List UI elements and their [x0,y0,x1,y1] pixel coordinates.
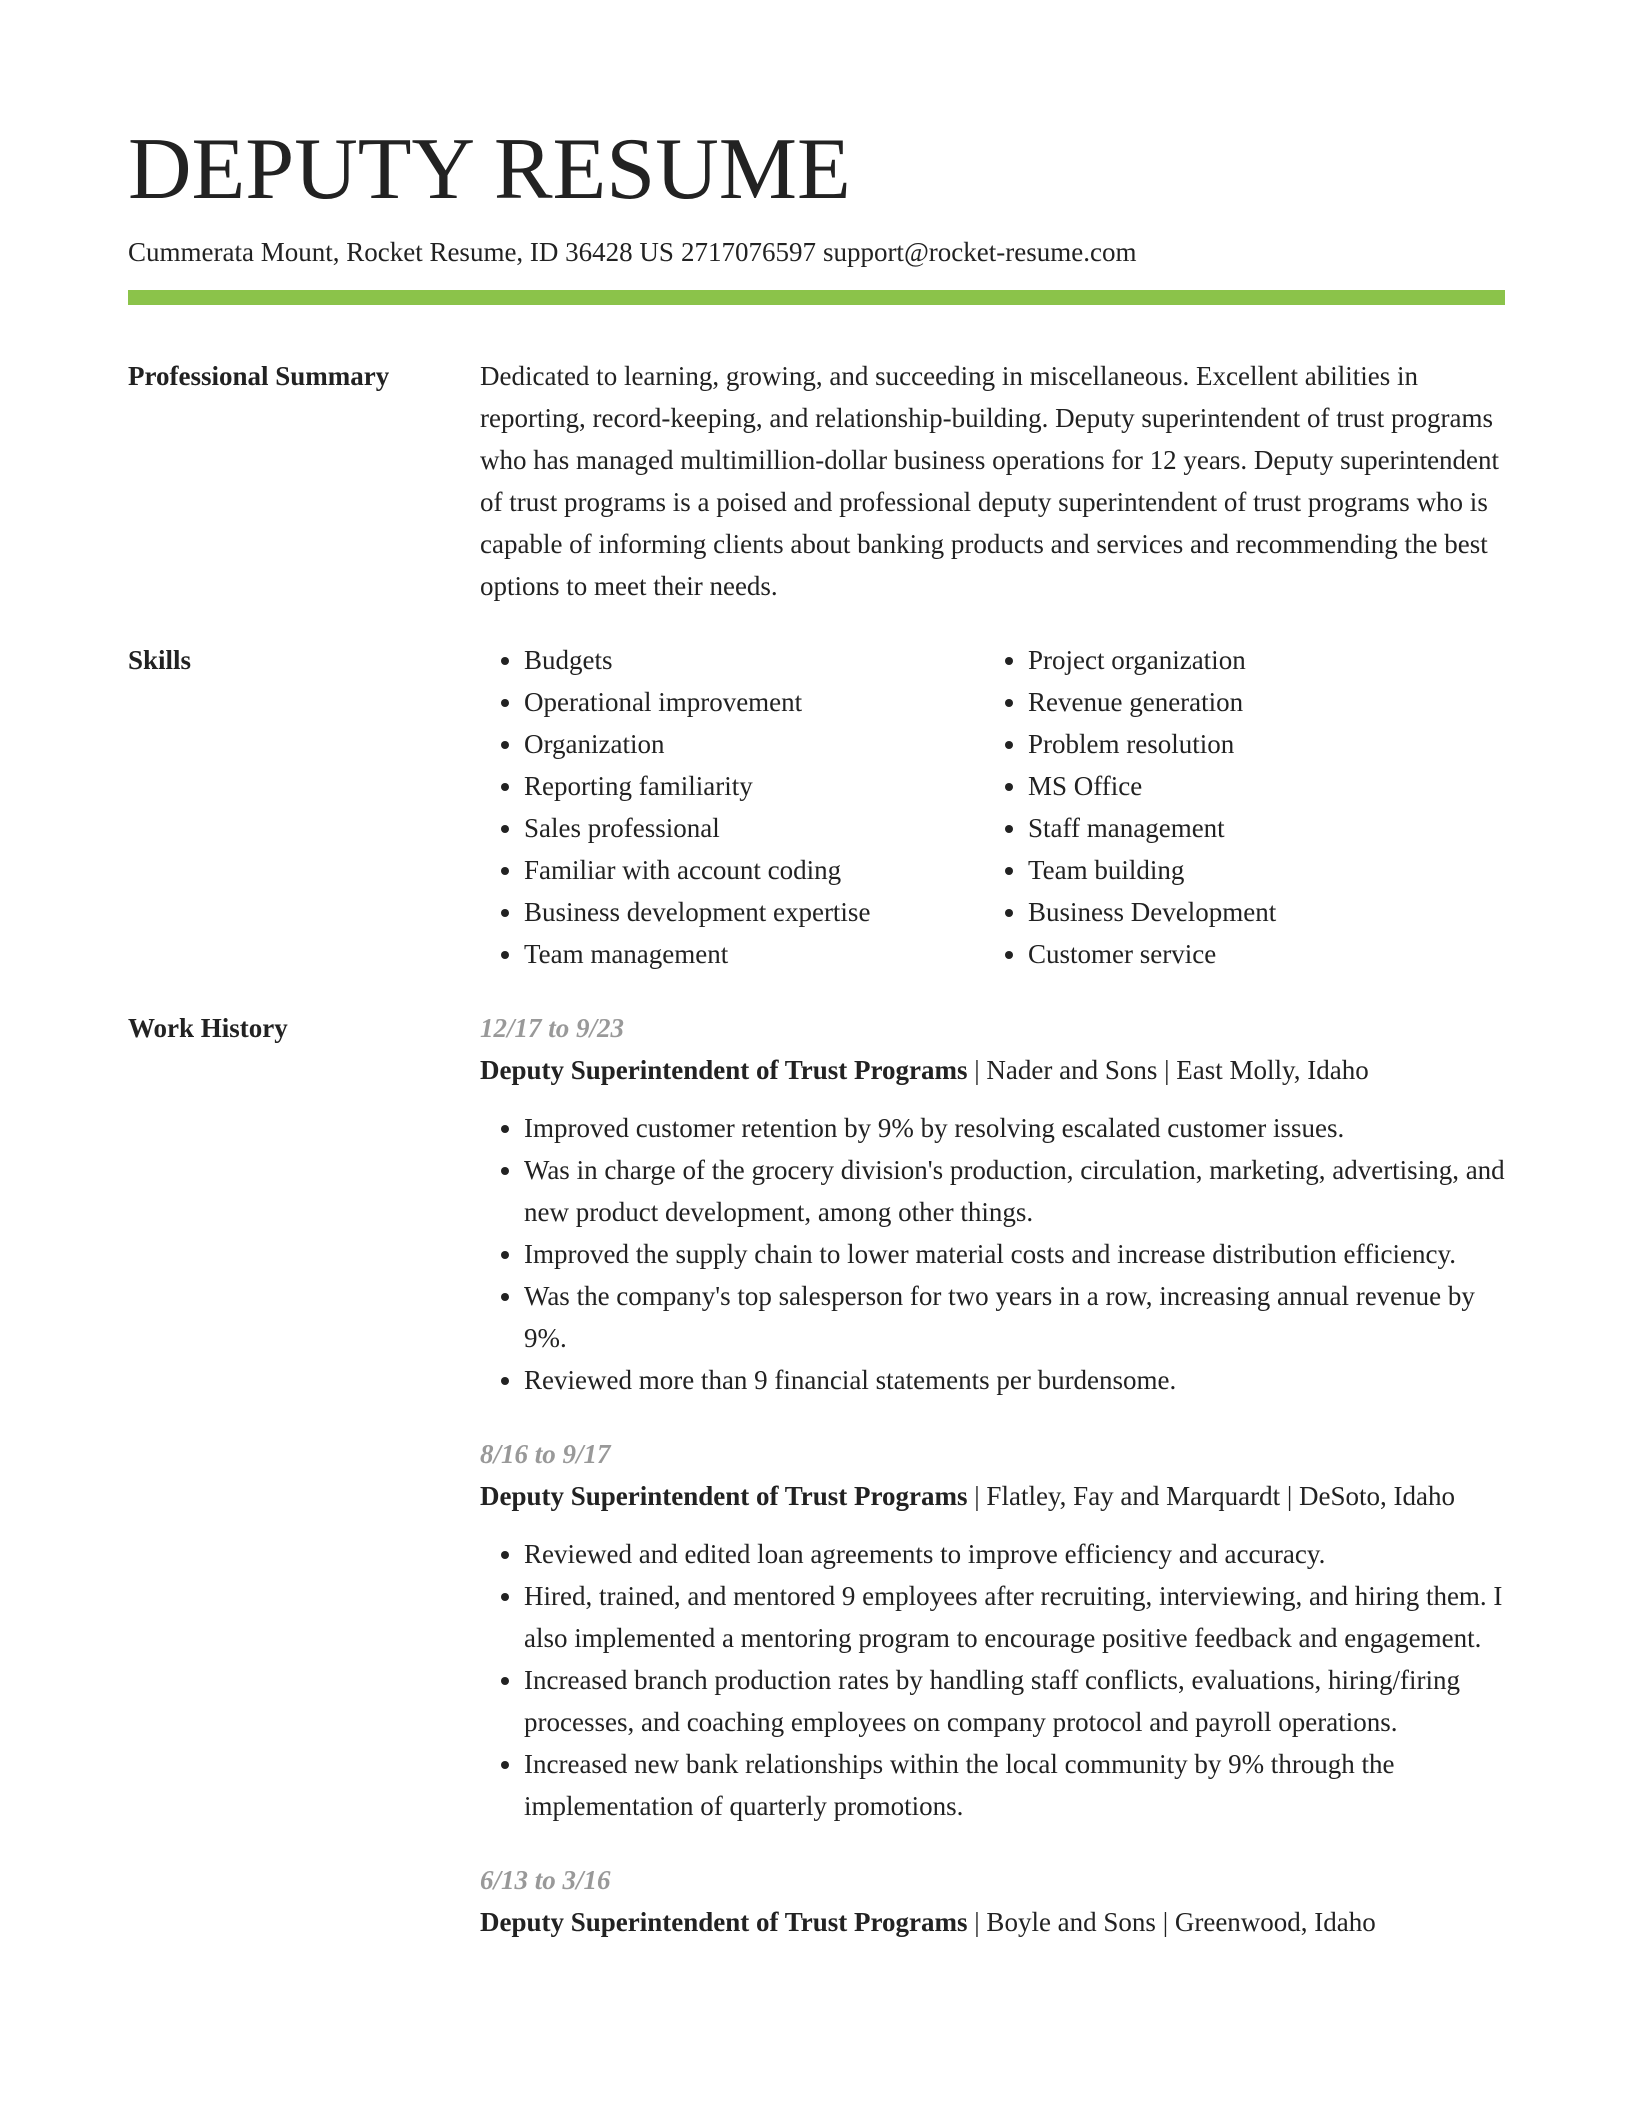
job-bullet: • Reviewed and edited loan agreements to improve efficiency and accuracy. [524,1533,1505,1575]
job-bullet: • Was in charge of the grocery division's production, circulation, marketing, advertising, and new product development, among other things. [524,1149,1505,1233]
job-bullet: • Improved the supply chain to lower material costs and increase distribution efficiency. [524,1233,1505,1275]
job-heading [480,1049,1505,1091]
job-title: Deputy Superintendent of Trust Programs [480,1481,968,1511]
job-details: | Flatley, Fay and Marquardt | DeSoto, Idaho [967,1481,1455,1511]
job-entry [480,1433,1505,1827]
contact-address: Cummerata Mount, Rocket Resume, ID 36428 US [128,237,674,267]
job-heading [480,1901,1505,1943]
skill-item: • Sales professional [524,807,984,849]
resume-title: DEPUTY RESUME [128,121,851,218]
contact-email: support@rocket-resume.com [822,237,1137,267]
job-bullets [480,1533,1505,1827]
job-bullet: • Was the company's top salesperson for two years in a row, increasing annual revenue by 9%. [524,1275,1505,1359]
skill-item: • Business development expertise [524,891,984,933]
contact-phone: 2717076597 [680,237,816,267]
skills-list-left [480,639,984,975]
job-heading [480,1475,1505,1517]
skills-list-right [984,639,1505,975]
summary-text: Dedicated to learning, growing, and succeeding in miscellaneous. Excellent abilities in reporting, record-keeping, and relationship-building. Deputy superintendent of trust programs who has managed multimillion-dollar business operations for 12 years. Deputy superintendent of trust programs is a poised and professional deputy superintendent of trust programs who is capable of informing clients about banking products and services and recommending the best options to meet their needs. [480,361,1500,601]
skill-item: • Project organization [1028,639,1505,681]
contact-line [128,234,1505,270]
job-bullet: • Increased branch production rates by handling staff conflicts, evaluations, hiring/firing processes, and coaching employees on company protocol and payroll operations. [524,1659,1505,1743]
skill-item: • Organization [524,723,984,765]
summary-heading: Professional Summary [128,361,390,391]
skill-item: • Staff management [1028,807,1505,849]
work-history-section [128,1007,1505,1975]
job-bullet: • Reviewed more than 9 financial statements per burdensome. [524,1359,1505,1401]
job-bullets [480,1107,1505,1401]
job-bullet: • Increased new bank relationships within the local community by 9% through the implementation of quarterly promotions. [524,1743,1505,1827]
skill-item: • Customer service [1028,933,1505,975]
summary-section [128,355,1505,607]
skill-item: • Budgets [524,639,984,681]
job-title: Deputy Superintendent of Trust Programs [480,1907,968,1937]
skill-item: • Team management [524,933,984,975]
job-dates: 12/17 to 9/23 [480,1013,625,1043]
job-dates: 6/13 to 3/16 [480,1865,611,1895]
resume-page [128,120,1505,1975]
job-dates: 8/16 to 9/17 [480,1439,611,1469]
job-details: | Nader and Sons | East Molly, Idaho [967,1055,1369,1085]
skill-item: • Revenue generation [1028,681,1505,723]
skill-item: • Familiar with account coding [524,849,984,891]
skill-item: • Team building [1028,849,1505,891]
job-bullet: • Hired, trained, and mentored 9 employees after recruiting, interviewing, and hiring them. I also implemented a mentoring program to encourage positive feedback and engagement. [524,1575,1505,1659]
job-title: Deputy Superintendent of Trust Programs [480,1055,968,1085]
job-details: | Boyle and Sons | Greenwood, Idaho [967,1907,1376,1937]
skill-item: • Reporting familiarity [524,765,984,807]
skill-item: • MS Office [1028,765,1505,807]
job-entry [480,1007,1505,1401]
work-history-heading: Work History [128,1013,288,1043]
skill-item: • Business Development [1028,891,1505,933]
skill-item: • Problem resolution [1028,723,1505,765]
skills-section [128,639,1505,975]
skills-columns [480,639,1505,975]
job-entry [480,1859,1505,1943]
skills-heading: Skills [128,645,192,675]
header-accent-rule [128,290,1505,305]
job-bullet: • Improved customer retention by 9% by resolving escalated customer issues. [524,1107,1505,1149]
skill-item: • Operational improvement [524,681,984,723]
work-history-body [480,1007,1505,1975]
